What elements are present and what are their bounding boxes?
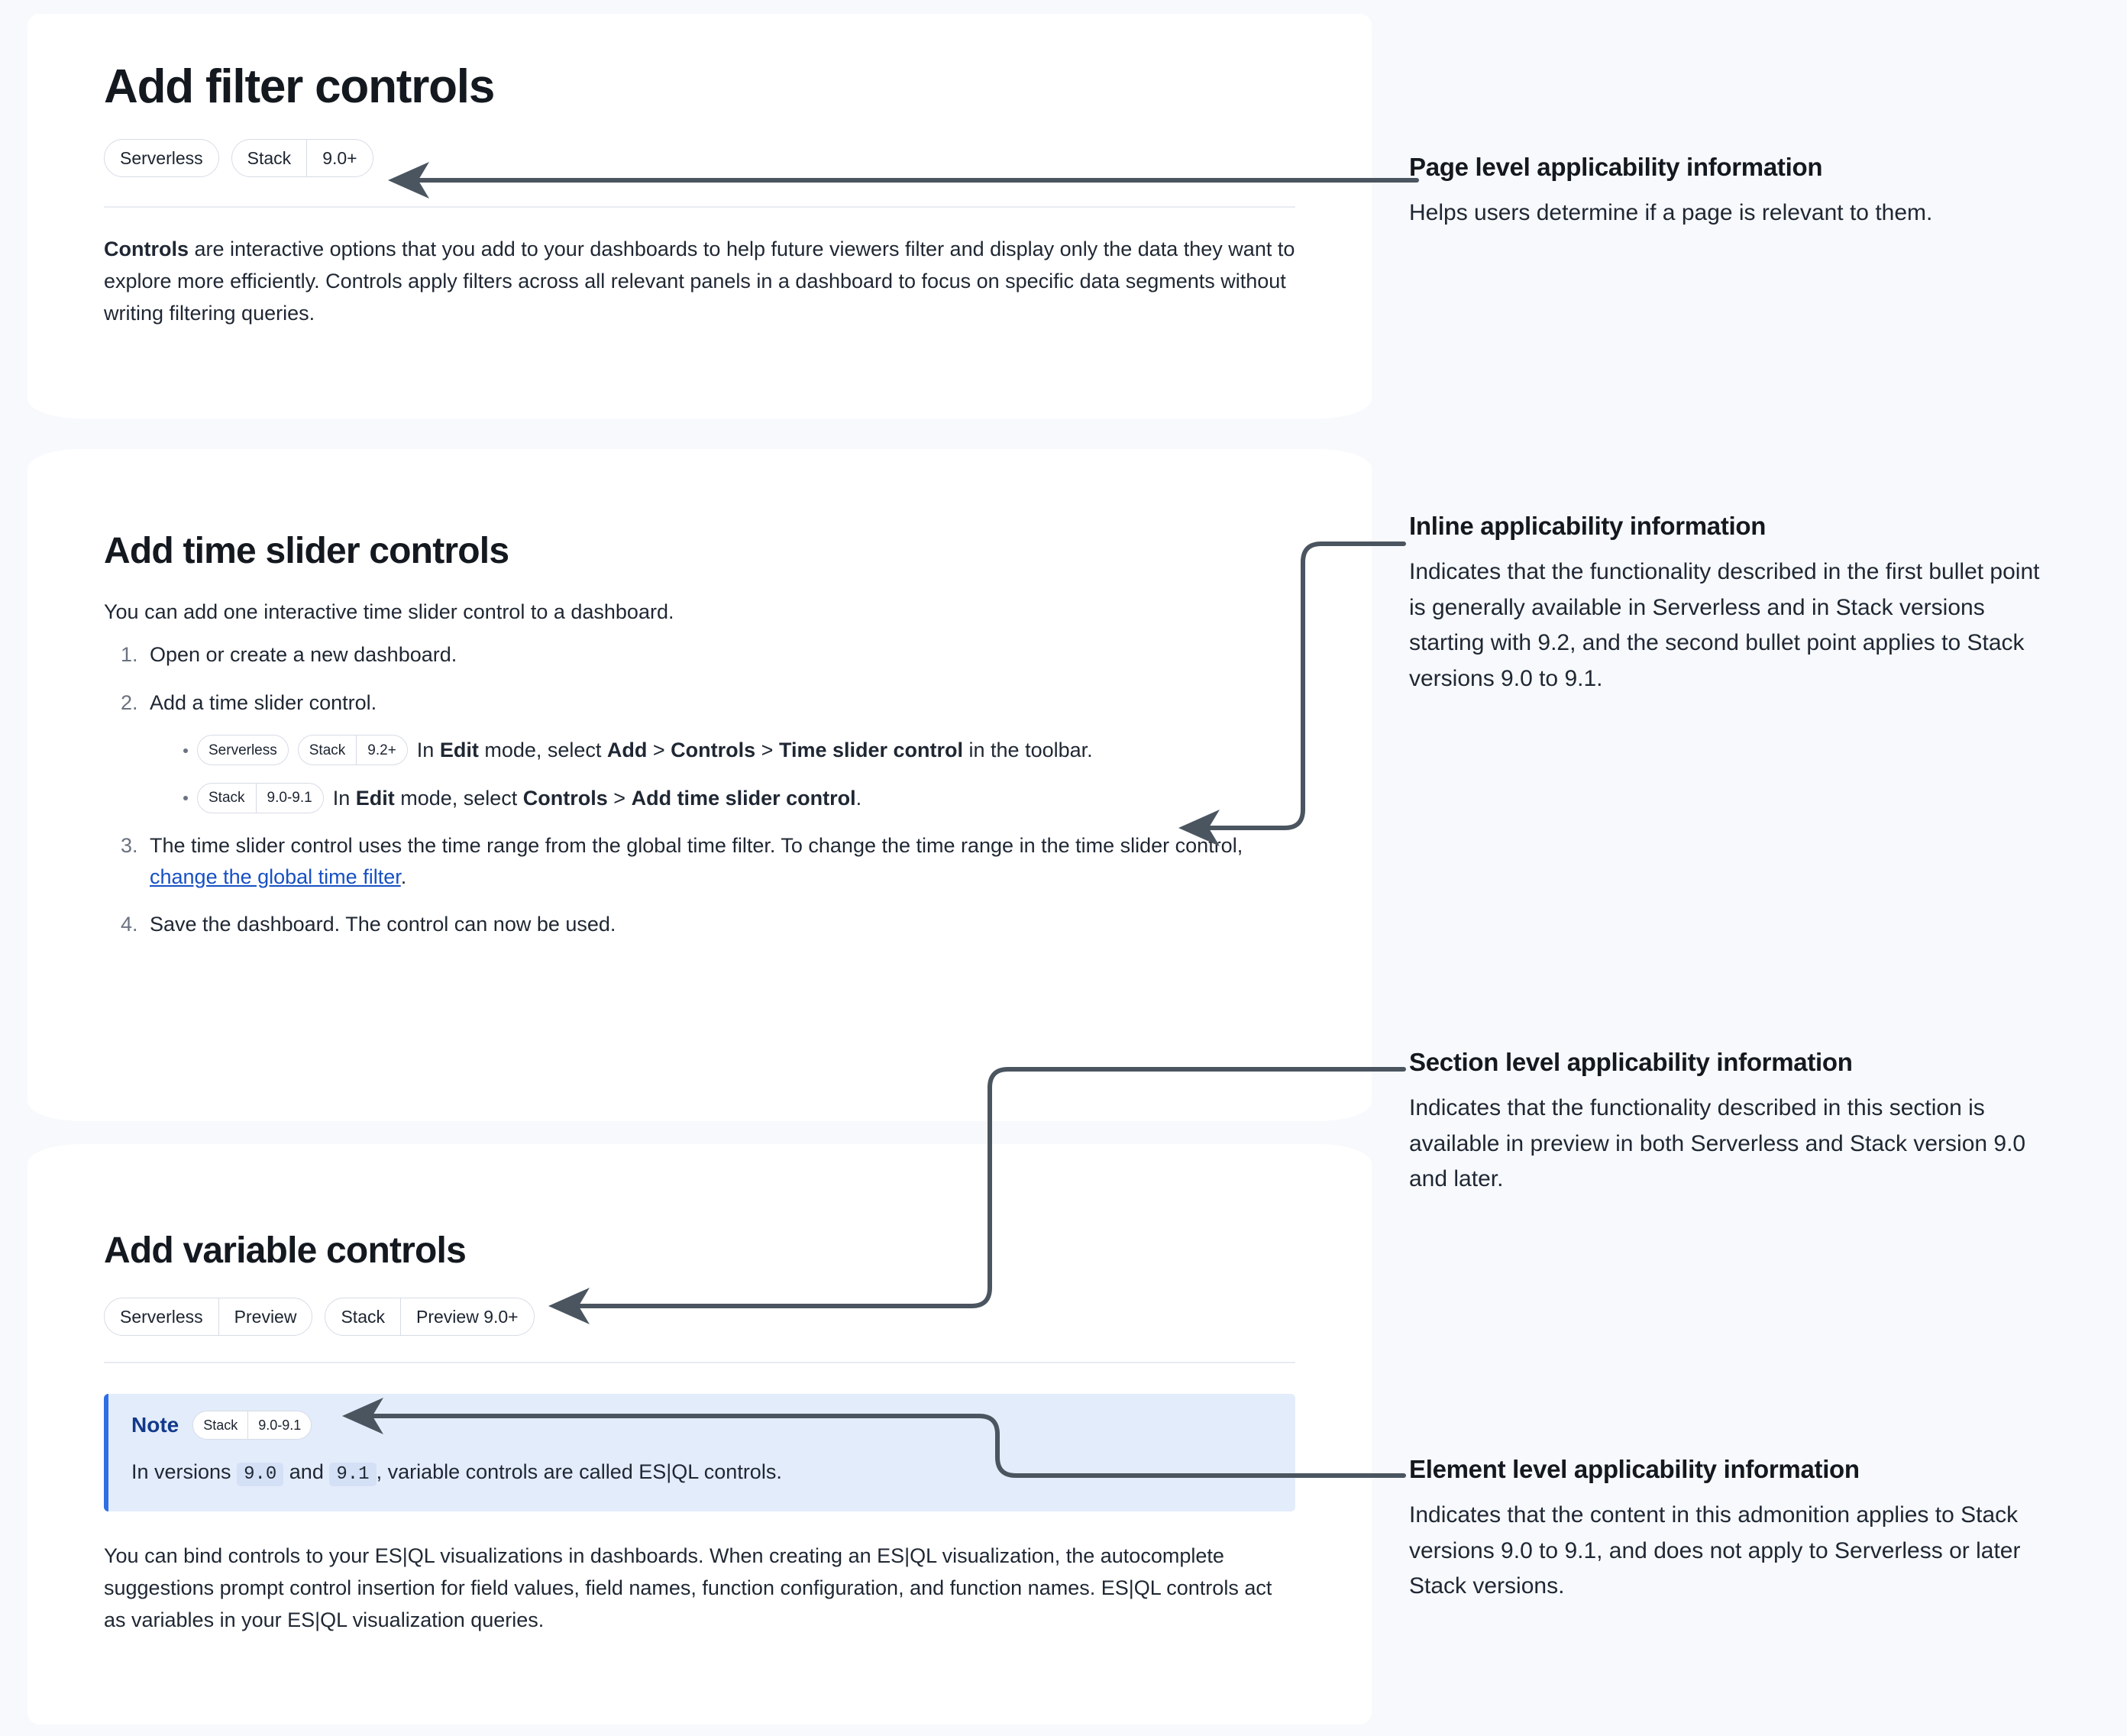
divider	[104, 1362, 1295, 1363]
step-text-tail: .	[400, 865, 407, 888]
annotation-title: Inline applicability information	[1409, 512, 1767, 540]
badge-serverless	[197, 735, 289, 765]
annotation-section-level	[1409, 1048, 2054, 1198]
annotation-title: Page level applicability information	[1409, 153, 1823, 181]
step-item	[144, 909, 1295, 940]
badge-segment: Preview 9.0+	[400, 1298, 534, 1335]
badge-stack	[197, 783, 324, 813]
badge-segment: • Stack	[208, 790, 245, 807]
annotation-title: Element level applicability information	[1409, 1455, 1860, 1483]
note-header	[108, 1394, 1295, 1450]
bullet-text: In Edit mode, select Add > Controls > Time slider control in the toolbar.	[416, 739, 1093, 762]
annotation-element-level	[1409, 1455, 2058, 1605]
inline-line	[197, 735, 1295, 766]
badge-stack	[192, 1411, 312, 1440]
section-title-time-slider: Add time slider controls	[104, 531, 509, 571]
step-text: Open or create a new dashboard.	[150, 643, 457, 667]
badge-segment: 9.0+	[306, 140, 372, 176]
global-time-filter-link[interactable]: change the global time filter	[150, 865, 401, 888]
annotation-body: Indicates that the content in this admonition applies to Stack versions 9.0 to 9.1, and does not apply to Serverless or later Stack versions.	[1409, 1502, 2021, 1599]
sub-item	[197, 735, 1295, 766]
annotation-title: Section level applicability information	[1409, 1048, 1853, 1076]
badge-segment: Stack	[203, 1418, 238, 1434]
intro-lead: Controls	[104, 238, 189, 261]
badge-segment: 9.0-9.1	[247, 1411, 311, 1439]
step-sub-list	[150, 735, 1295, 813]
badge-segment: Serverless	[120, 1306, 203, 1327]
steps-list	[104, 639, 1295, 940]
inline-line	[197, 783, 1295, 814]
intro-text: are interactive options that you add to your dashboards to help future viewers filter and display only the data they want to explore more efficiently. Controls apply filters across all relevant panels in a dashboard to focus on specific data segments without writing filtering queries.	[104, 238, 1295, 325]
step-item	[144, 639, 1295, 671]
section-title-variable-controls: Add variable controls	[104, 1230, 466, 1271]
section-intro: You can add one interactive time slider control to a dashboard.	[104, 600, 674, 624]
badge-segment: Serverless	[120, 147, 203, 168]
divider	[104, 206, 1295, 208]
time-slider-section-card	[27, 449, 1372, 1121]
badge-serverless	[104, 139, 219, 177]
annotation-body: Helps users determine if a page is relevant to them.	[1409, 200, 1933, 225]
step-item	[144, 830, 1295, 892]
variable-controls-section-card	[27, 1144, 1372, 1725]
bullet-text: In Edit mode, select Controls > Add time slider control.	[332, 786, 862, 810]
variable-controls-body: You can bind controls to your ES|QL visualizations in dashboards. When creating an ES|QL visualization, the autocomplete suggestions prompt control insertion for field values, field names, function configuration, and function names. ES|QL controls act as variables in your ES|QL visualization queries.	[104, 1544, 1272, 1631]
badge-segment: • Serverless	[208, 742, 277, 758]
intro-paragraph	[104, 234, 1295, 330]
sub-item	[197, 783, 1295, 814]
note-admonition	[104, 1394, 1295, 1511]
badge-segment: Stack	[309, 742, 346, 758]
page-header-card	[27, 14, 1372, 419]
step-text: Add a time slider control.	[150, 690, 377, 714]
code-version-91: 9.1	[329, 1463, 376, 1486]
badge-stack	[298, 735, 408, 765]
annotation-page-level	[1409, 153, 2066, 231]
badge-segment: Stack	[341, 1306, 385, 1327]
badge-segment: 9.0-9.1	[256, 784, 323, 813]
document-column	[27, 14, 1372, 1725]
page-title: Add filter controls	[104, 60, 495, 113]
section-applicability-badges	[104, 1298, 1295, 1336]
code-version-90: 9.0	[237, 1463, 283, 1486]
annotation-body: Indicates that the functionality described in this section is available in preview in both Serverless and Stack version 9.0 and later.	[1409, 1095, 2026, 1191]
step-text: Save the dashboard. The control can now be used.	[150, 913, 616, 936]
badge-segment: Stack	[247, 147, 292, 168]
badge-stack-preview	[325, 1298, 534, 1336]
badge-stack	[231, 139, 373, 177]
step-item	[144, 687, 1295, 814]
note-title: Note	[131, 1413, 179, 1437]
note-body: In versions 9.0 and 9.1 , variable controls are called ES|QL controls.	[131, 1460, 782, 1485]
badge-serverless-preview	[104, 1298, 312, 1336]
badge-segment: 9.2+	[356, 735, 407, 765]
page-applicability-badges	[104, 139, 1295, 177]
annotation-body: Indicates that the functionality described in the first bullet point is generally available in Serverless and in Stack versions starting with 9.2, and the second bullet point applies to Stack versions 9.0 to 9.1.	[1409, 559, 2040, 691]
annotation-inline-level	[1409, 512, 2054, 697]
badge-segment: Preview	[218, 1298, 312, 1335]
step-text: The time slider control uses the time range from the global time filter. To change the time range in the time slider control,	[150, 834, 1243, 858]
